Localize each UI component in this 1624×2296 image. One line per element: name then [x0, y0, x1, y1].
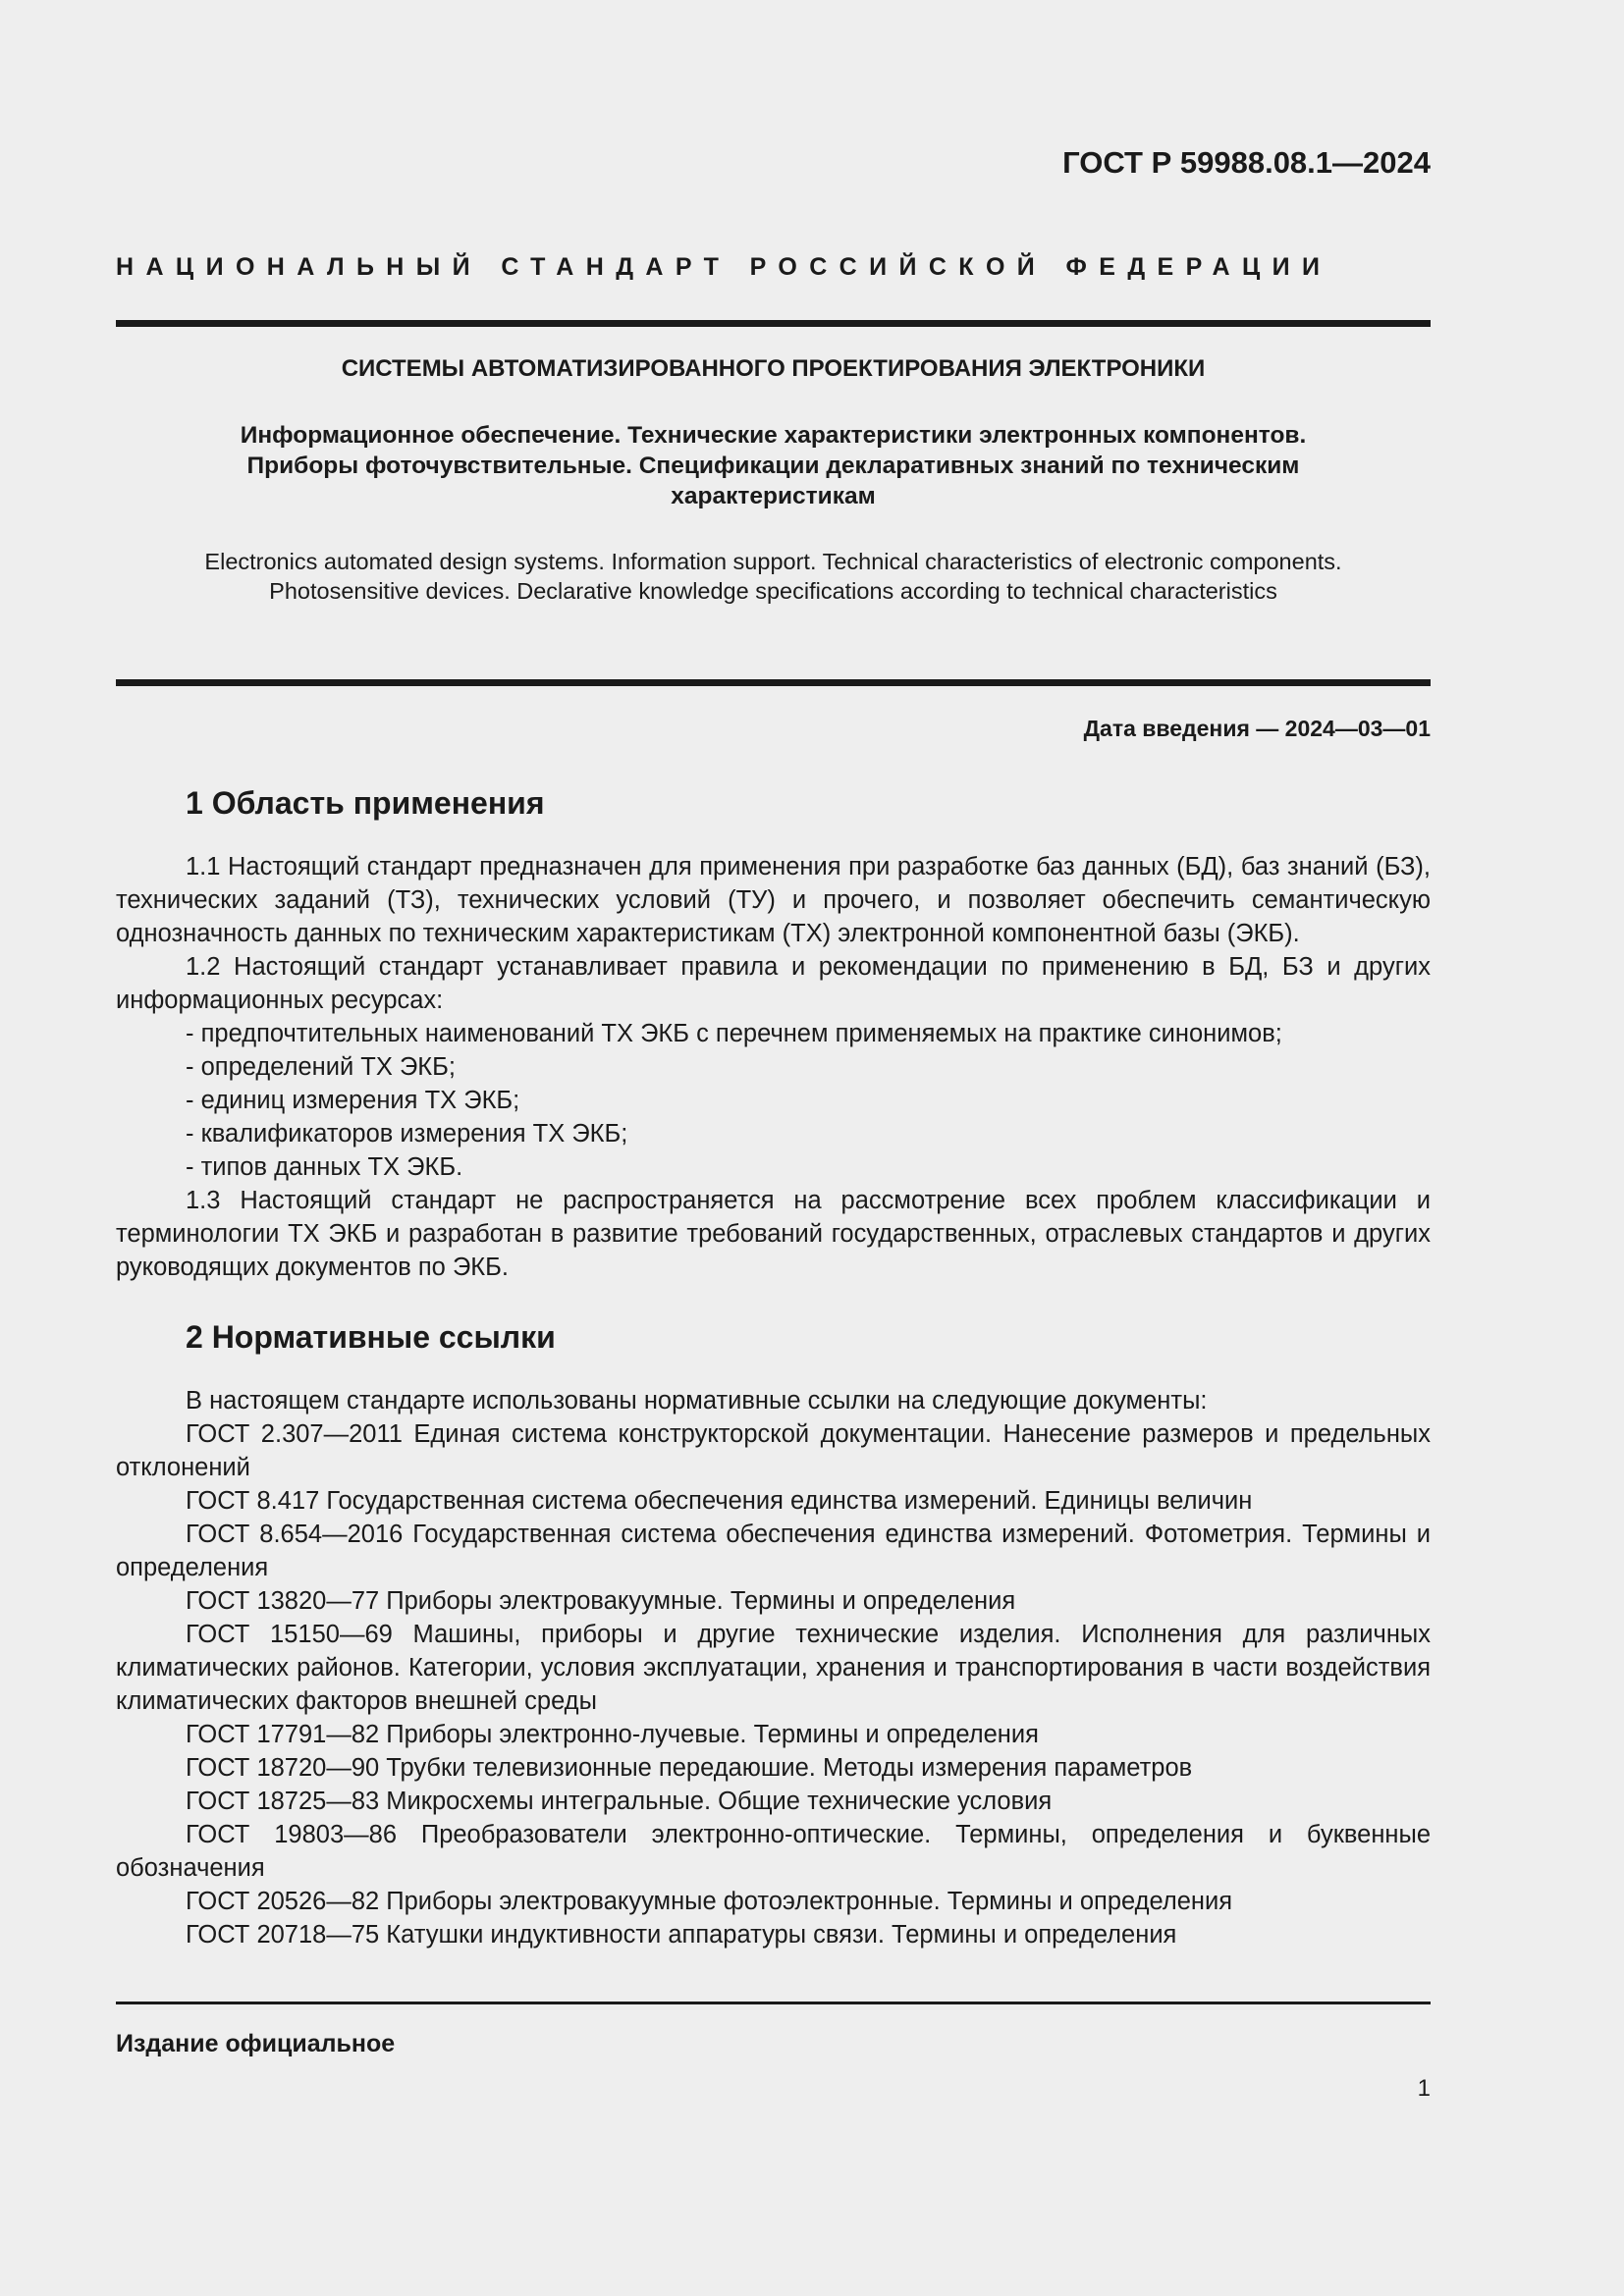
english-title [116, 547, 1431, 606]
document-id: ГОСТ Р 59988.08.1—2024 [1062, 145, 1431, 180]
top-rule [116, 320, 1431, 327]
document-page [116, 0, 1431, 2296]
paragraph: 1.2 Настоящий стандарт устанавливает правила и рекомендации по применению в БД, БЗ и других информационных ресурсах: [116, 953, 1431, 1014]
english-title-line: Electronics automated design systems. Information support. Technical characteristics of electronic components. [204, 549, 1342, 574]
subtitle-line: Информационное обеспечение. Технические характеристики электронных компонентов. [240, 422, 1307, 449]
section-heading: 1 Область применения [186, 785, 545, 821]
paragraph: В настоящем стандарте использованы нормативные ссылки на следующие документы: [186, 1387, 1208, 1415]
reference-item: ГОСТ 13820—77 Приборы электровакуумные. Термины и определения [186, 1587, 1016, 1615]
document-title: СИСТЕМЫ АВТОМАТИЗИРОВАННОГО ПРОЕКТИРОВАНИЯ ЭЛЕКТРОНИКИ [341, 355, 1206, 382]
subtitle-line: характеристикам [671, 483, 876, 509]
reference-item: ГОСТ 8.417 Государственная система обеспечения единства измерений. Единицы величин [186, 1487, 1253, 1515]
list-item: - единиц измерения ТХ ЭКБ; [186, 1087, 520, 1114]
section-heading: 2 Нормативные ссылки [186, 1319, 556, 1355]
document-body [116, 781, 1431, 1951]
title-bottom-rule [116, 679, 1431, 686]
reference-item: ГОСТ 18720—90 Трубки телевизионные передаюшие. Методы измерения параметров [186, 1754, 1193, 1782]
list-item: - типов данных ТХ ЭКБ. [186, 1153, 463, 1181]
reference-item: ГОСТ 20526—82 Приборы электровакуумные фотоэлектронные. Термины и определения [186, 1888, 1233, 1915]
reference-item: ГОСТ 8.654—2016 Государственная система обеспечения единства измерений. Фотометрия. Термины и определения [116, 1521, 1431, 1581]
document-subtitle [116, 420, 1431, 511]
english-title-line: Photosensitive devices. Declarative knowledge specifications according to technical characteristics [269, 578, 1277, 604]
reference-item: ГОСТ 18725—83 Микросхемы интегральные. Общие технические условия [186, 1788, 1053, 1815]
reference-item: ГОСТ 19803—86 Преобразователи электронно-оптические. Термины, определения и буквенные обозначения [116, 1821, 1431, 1882]
national-standard-banner: НАЦИОНАЛЬНЫЙ СТАНДАРТ РОССИЙСКОЙ ФЕДЕРАЦИИ [116, 253, 1332, 281]
introduction-date: Дата введения — 2024—03—01 [1083, 716, 1431, 741]
list-item: - квалификаторов измерения ТХ ЭКБ; [186, 1120, 628, 1148]
reference-item: ГОСТ 15150—69 Машины, приборы и другие технические изделия. Исполнения для различных климатических районов. Категории, условия эксплуатации, хранения и транспортирования в части воздействия климатических факторов внешней среды [116, 1621, 1431, 1715]
page-number: 1 [1417, 2075, 1431, 2102]
reference-item: ГОСТ 17791—82 Приборы электронно-лучевые. Термины и определения [186, 1721, 1039, 1748]
list-item: - предпочтительных наименований ТХ ЭКБ с перечнем применяемых на практике синонимов; [186, 1020, 1282, 1047]
list-item: - определений ТХ ЭКБ; [186, 1053, 456, 1081]
paragraph: 1.1 Настоящий стандарт предназначен для применения при разработке баз данных (БД), баз знаний (БЗ), технических заданий (ТЗ), технических условий (ТУ) и прочего, и позволяет обеспечить семантическую однозначность данных по техническим характеристикам (ТХ) электронной компонентной базы (ЭКБ). [116, 853, 1431, 947]
subtitle-line: Приборы фоточувствительные. Спецификации декларативных знаний по техническим [246, 453, 1300, 479]
reference-item: ГОСТ 20718—75 Катушки индуктивности аппаратуры связи. Термины и определения [186, 1921, 1177, 1949]
paragraph: 1.3 Настоящий стандарт не распространяется на рассмотрение всех проблем классификации и терминологии ТХ ЭКБ и разработан в развитие требований государственных, отраслевых стандартов и других руководящих документов по ЭКБ. [116, 1187, 1431, 1281]
official-edition-label: Издание официальное [116, 2030, 396, 2057]
footer-rule [116, 2002, 1431, 2004]
reference-item: ГОСТ 2.307—2011 Единая система конструкторской документации. Нанесение размеров и предельных отклонений [116, 1420, 1431, 1481]
